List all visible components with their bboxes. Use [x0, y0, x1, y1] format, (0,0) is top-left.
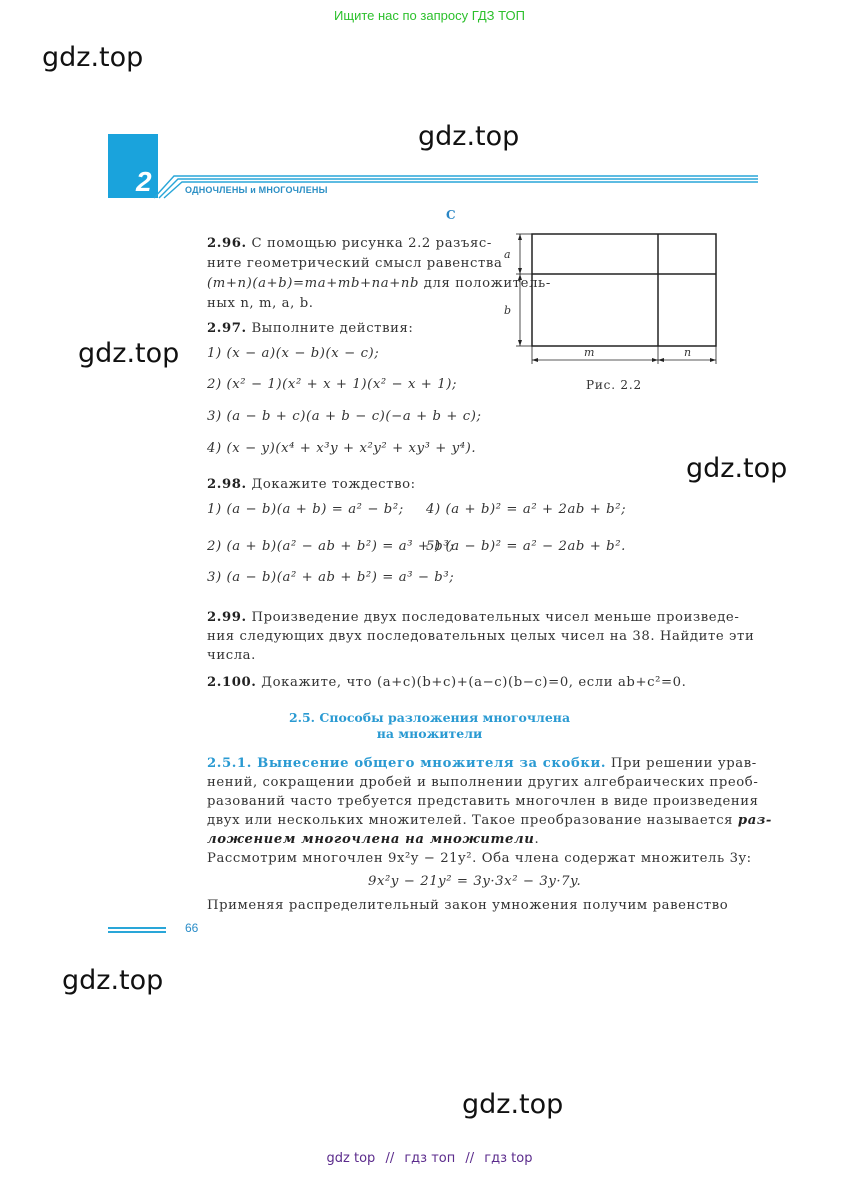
chapter-number: 2	[136, 166, 152, 197]
section-heading-line-1: 2.5. Способы разложения многочлена	[288, 710, 571, 725]
ex-2100: 2.100. Докажите, что (a+c)(b+c)+(a−c)(b−c)=0, если ab+c²=0.	[207, 675, 687, 690]
sub-251-line-1: 2.5.1. Вынесение общего множителя за скобки. При решении урав-	[207, 756, 757, 771]
ex-299-line-1: 2.99. Произведение двух последовательных чисел меньше произведе-	[207, 610, 740, 625]
sub-251-line-5: ложением многочлена на множители.	[207, 832, 540, 847]
sub-251-line-7: Применяя распределительный закон умножения получим равенство	[207, 898, 729, 913]
difficulty-level: C	[446, 208, 456, 222]
ex-296-line-4: ных n, m, a, b.	[207, 296, 314, 311]
ex-299-line-3: числа.	[207, 648, 256, 663]
sub-251-formula: 9x²y − 21y² = 3y·3x² − 3y·7y.	[368, 874, 582, 889]
ex-298-item-4: 4) (a + b)² = a² + 2ab + b²;	[426, 502, 627, 517]
watermark: gdz.top	[418, 121, 520, 152]
ex-297-item-1: 1) (x − a)(x − b)(x − c);	[207, 346, 380, 361]
bottom-link-3[interactable]: гдз top	[484, 1151, 533, 1166]
ex-297-item-4: 4) (x − y)(x⁴ + x³y + x²y² + xy³ + y⁴).	[207, 441, 477, 456]
sub-251-line-4: двух или нескольких множителей. Такое преобразование называется раз-	[207, 813, 772, 828]
bottom-link-2[interactable]: гдз топ	[404, 1151, 456, 1166]
watermark: gdz.top	[42, 42, 144, 73]
ex-296-line-2: ните геометрический смысл равенства	[207, 256, 503, 271]
ex-298-item-2: 2) (a + b)(a² − ab + b²) = a³ + b³;	[207, 539, 455, 554]
watermark: gdz.top	[78, 338, 180, 369]
figure-label-b: b	[504, 304, 512, 317]
figure-2-2	[498, 224, 720, 374]
bottom-separator: //	[465, 1151, 475, 1166]
ex-296-line-1: 2.96. С помощью рисунка 2.2 разъяс-	[207, 236, 492, 251]
sub-251-line-2: нений, сокращении дробей и выполнении других алгебраических преоб-	[207, 775, 759, 790]
ex-297-title: 2.97. Выполните действия:	[207, 321, 414, 336]
figure-caption: Рис. 2.2	[586, 378, 642, 392]
sub-251-line-6: Рассмотрим многочлен 9x²y − 21y². Оба члена содержат множитель 3y:	[207, 851, 752, 866]
ex-298-title: 2.98. Докажите тождество:	[207, 477, 416, 492]
ex-298-item-1: 1) (a − b)(a + b) = a² − b²;	[207, 502, 404, 517]
top-banner[interactable]: Ищите нас по запросу ГДЗ ТОП	[334, 8, 525, 23]
figure-label-n: n	[684, 346, 692, 359]
watermark: gdz.top	[462, 1089, 564, 1120]
page-number: 66	[185, 921, 199, 935]
bottom-links	[0, 1151, 859, 1166]
sub-251-line-3: разований часто требуется представить многочлен в виде произведения	[207, 794, 759, 809]
figure-label-a: a	[504, 248, 511, 261]
ex-298-item-3: 3) (a − b)(a² + ab + b²) = a³ − b³;	[207, 570, 455, 585]
bottom-separator: //	[385, 1151, 395, 1166]
chapter-title: ОДНОЧЛЕНЫ и МНОГОЧЛЕНЫ	[185, 185, 328, 195]
footer-rule	[108, 931, 166, 933]
watermark: gdz.top	[686, 453, 788, 484]
ex-299-line-2: ния следующих двух последовательных целых чисел на 38. Найдите эти	[207, 629, 755, 644]
watermark: gdz.top	[62, 965, 164, 996]
ex-297-item-3: 3) (a − b + c)(a + b − c)(−a + b + c);	[207, 409, 482, 424]
ex-296-line-3: (m+n)(a+b)=ma+mb+na+nb для положитель-	[207, 276, 551, 291]
ex-297-item-2: 2) (x² − 1)(x² + x + 1)(x² − x + 1);	[207, 377, 458, 392]
ex-298-item-5: 5) (a − b)² = a² − 2ab + b².	[426, 539, 626, 554]
footer-rule	[108, 927, 166, 929]
section-heading-line-2: на множители	[376, 726, 483, 741]
bottom-link-1[interactable]: gdz top	[326, 1151, 376, 1166]
figure-label-m: m	[584, 346, 595, 359]
